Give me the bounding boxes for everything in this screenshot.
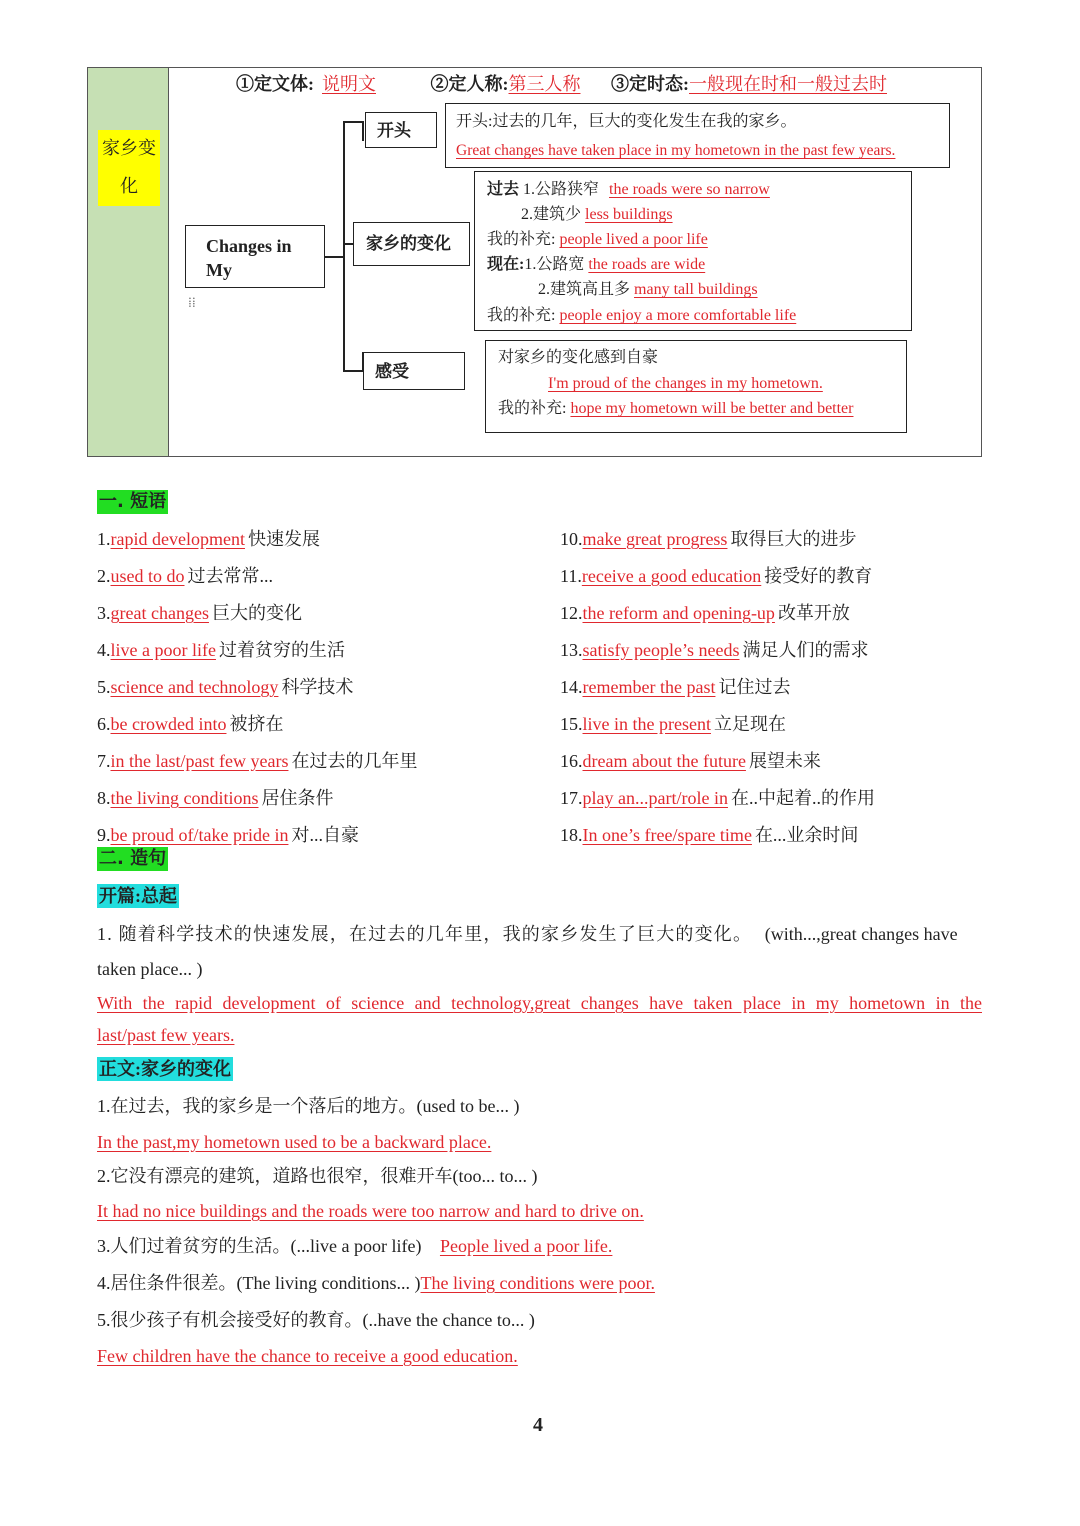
style-value: 说明文 (322, 74, 376, 94)
phrase-english: In one’s free/spare time (582, 825, 752, 845)
phrase-chinese: 过着贫穷的生活 (218, 640, 345, 660)
phrase-item (560, 528, 856, 550)
branch-feelings (363, 352, 465, 390)
connector-changes (343, 243, 353, 245)
phrase-item (97, 750, 417, 772)
phrase-chinese: 快速发展 (247, 529, 320, 549)
phrase-english: rapid development (110, 529, 245, 549)
opening-detail-box (445, 103, 950, 168)
opening-question-hint: (with...,great changes have (764, 924, 958, 944)
mindmap-header (236, 73, 887, 95)
phrase-chinese: 过去常常... (187, 566, 273, 586)
phrase-english: used to do (110, 566, 185, 586)
feelings-extra-answer: hope my hometown will be better and better (570, 400, 854, 417)
phrase-number: 17. (560, 788, 583, 808)
phrase-number: 13. (560, 640, 583, 660)
opening-question-hint2: taken place... ) (97, 959, 203, 979)
connector-root (325, 256, 343, 258)
feelings-line2: I'm proud of the changes in my hometown. (548, 375, 823, 392)
branch-changes (353, 222, 470, 266)
phrase-item (560, 824, 858, 846)
phrase-chinese: 接受好的教育 (764, 566, 873, 586)
now-extra-answer: people enjoy a more comfortable life (559, 307, 797, 324)
phrase-item (97, 676, 353, 698)
phrase-english: make great progress (582, 529, 728, 549)
answer-3: People lived a poor life. (439, 1236, 613, 1256)
connector-opening (343, 121, 363, 123)
branch-opening-text: 开头 (377, 121, 411, 140)
now1-answer: the roads are wide (588, 256, 706, 273)
branch-opening (365, 112, 437, 148)
tense-label: ③定时态: (611, 74, 689, 94)
now-extra (487, 306, 804, 326)
root-node-text: Changes in My (206, 236, 292, 280)
phrase-english: satisfy people’s needs (582, 640, 740, 660)
phrase-number: 14. (560, 677, 583, 697)
phrase-item (560, 565, 872, 587)
connector-feelings (343, 370, 363, 372)
mindmap-side-cell (88, 68, 169, 456)
feelings-extra (498, 399, 853, 419)
phrase-english: in the last/past few years (110, 751, 289, 771)
answer-5: Few children have the chance to receive a good education. (97, 1346, 518, 1366)
past-extra-answer: people lived a poor life (559, 231, 708, 248)
question-5: 5.很少孩子有机会接受好的教育。(..have the chance to... ) (97, 1310, 535, 1330)
phrase-number: 11. (560, 566, 582, 586)
phrase-chinese: 在...业余时间 (754, 825, 859, 845)
connector-trunk (343, 121, 345, 371)
phrase-english: live in the present (582, 714, 711, 734)
feelings-detail-box (485, 340, 907, 433)
phrase-item (560, 787, 875, 809)
opening-line1: 开头:过去的几年，巨大的变化发生在我的家乡。 (456, 113, 797, 130)
past-line2 (521, 205, 673, 225)
branch-feelings-text: 感受 (375, 362, 409, 381)
phrase-number: 6. (97, 714, 111, 734)
opening-question-zh: 1. 随着科学技术的快速发展，在过去的几年里，我的家乡发生了巨大的变化。 (97, 924, 753, 944)
phrase-chinese: 记住过去 (718, 677, 791, 697)
phrase-number: 16. (560, 751, 583, 771)
phrase-english: the reform and opening-up (582, 603, 775, 623)
now-line1 (487, 255, 705, 275)
opening-answer-line2: last/past few years. (97, 1025, 235, 1045)
question-2: 2.它没有漂亮的建筑，道路也很窄，很难开车(too... to... ) (97, 1166, 538, 1186)
phrase-chinese: 展望未来 (748, 751, 821, 771)
now2-answer: many tall buildings (634, 281, 758, 298)
phrase-number: 5. (97, 677, 111, 697)
root-node (185, 225, 325, 288)
phrase-item (97, 565, 273, 587)
phrase-chinese: 科学技术 (281, 677, 354, 697)
phrase-english: remember the past (582, 677, 716, 697)
branch-changes-text: 家乡的变化 (366, 234, 451, 253)
phrase-number: 3. (97, 603, 111, 623)
phrase-number: 15. (560, 714, 583, 734)
phrase-english: live a poor life (110, 640, 216, 660)
body-title: 正文:家乡的变化 (99, 1059, 231, 1079)
phrase-item (97, 824, 359, 846)
now-extra-prefix: 我的补充: (487, 307, 556, 324)
phrase-number: 1. (97, 529, 111, 549)
past-extra (487, 230, 708, 250)
answer-2: It had no nice buildings and the roads were too narrow and hard to drive on. (97, 1201, 644, 1221)
person-value: 第三人称 (508, 74, 581, 94)
feelings-extra-prefix: 我的补充: (498, 400, 567, 417)
phrase-item (97, 528, 320, 550)
question-1: 1.在过去，我的家乡是一个落后的地方。(used to be... ) (97, 1096, 520, 1116)
phrase-english: play an...part/role in (582, 788, 728, 808)
phrase-number: 10. (560, 529, 583, 549)
drag-handle-icon[interactable]: ⁞⁞ (188, 296, 196, 311)
tense-value: 一般现在时和一般过去时 (689, 74, 887, 94)
answer-4: The living conditions were poor. (420, 1273, 655, 1293)
phrase-english: receive a good education (581, 566, 762, 586)
side-label (98, 130, 160, 206)
past1-answer: the roads were so narrow (609, 181, 770, 198)
section1-title: 一. 短语 (99, 491, 167, 512)
opening-question (97, 923, 958, 945)
phrase-chinese: 立足现在 (713, 714, 786, 734)
phrase-item (560, 713, 786, 735)
phrase-chinese: 满足人们的需求 (742, 640, 869, 660)
opening-line2: Great changes have taken place in my hometown in the past few years. (456, 142, 896, 159)
person-label: ②定人称: (430, 74, 509, 94)
section2-title: 二. 造句 (99, 848, 167, 869)
phrase-chinese: 居住条件 (261, 788, 334, 808)
side-label-text: 家乡变化 (98, 130, 160, 206)
changes-detail-box (474, 171, 912, 331)
phrase-number: 8. (97, 788, 111, 808)
connector-opening-tick (362, 121, 364, 141)
phrase-number: 18. (560, 825, 583, 845)
phrase-chinese: 在过去的几年里 (291, 751, 418, 771)
phrase-item (560, 676, 790, 698)
past1-prefix: 1.公路狭窄 (523, 181, 600, 198)
past2-prefix: 2.建筑少 (521, 206, 582, 223)
style-label: ①定文体: (236, 74, 314, 94)
phrase-english: be proud of/take pride in (110, 825, 289, 845)
phrase-chinese: 在..中起着..的作用 (730, 788, 875, 808)
now-label: 现在: (487, 256, 525, 273)
past-line1 (487, 180, 776, 200)
phrase-item (97, 602, 302, 624)
now2-prefix: 2.建筑高且多 (538, 281, 631, 298)
question-3: 3.人们过着贫穷的生活。(...live a poor life) (97, 1236, 422, 1256)
phrase-number: 12. (560, 603, 583, 623)
phrase-item (97, 787, 334, 809)
phrase-item (97, 713, 283, 735)
phrase-number: 7. (97, 751, 111, 771)
past2-answer: less buildings (585, 206, 673, 223)
answer-1: In the past,my hometown used to be a backward place. (97, 1132, 492, 1152)
past-extra-prefix: 我的补充: (487, 231, 556, 248)
phrase-number: 9. (97, 825, 111, 845)
now-line2 (538, 280, 758, 300)
opening-answer-line1: With the rapid development of science and technology,great changes have taken place in my hometown in the (97, 993, 982, 1013)
phrase-chinese: 被挤在 (229, 714, 284, 734)
phrase-number: 2. (97, 566, 111, 586)
phrase-english: dream about the future (582, 751, 746, 771)
phrase-chinese: 巨大的变化 (211, 603, 302, 623)
phrase-english: great changes (110, 603, 209, 623)
past-label: 过去 (487, 181, 520, 198)
phrase-item (97, 639, 345, 661)
feelings-line1: 对家乡的变化感到自豪 (498, 349, 659, 366)
phrase-chinese: 对...自豪 (291, 825, 359, 845)
phrase-chinese: 取得巨大的进步 (730, 529, 857, 549)
phrase-english: the living conditions (110, 788, 259, 808)
phrase-chinese: 改革开放 (777, 603, 850, 623)
page-number: 4 (533, 1414, 543, 1436)
opening-title: 开篇:总起 (99, 886, 177, 906)
phrase-number: 4. (97, 640, 111, 660)
phrase-item (560, 639, 868, 661)
phrase-english: science and technology (110, 677, 279, 697)
phrase-item (560, 602, 850, 624)
question-4: 4.居住条件很差。(The living conditions... ) (97, 1273, 421, 1293)
question-3-row (97, 1235, 612, 1257)
phrase-item (560, 750, 821, 772)
now1-prefix: 1.公路宽 (524, 256, 585, 273)
phrase-english: be crowded into (110, 714, 227, 734)
question-4-row (97, 1272, 655, 1294)
